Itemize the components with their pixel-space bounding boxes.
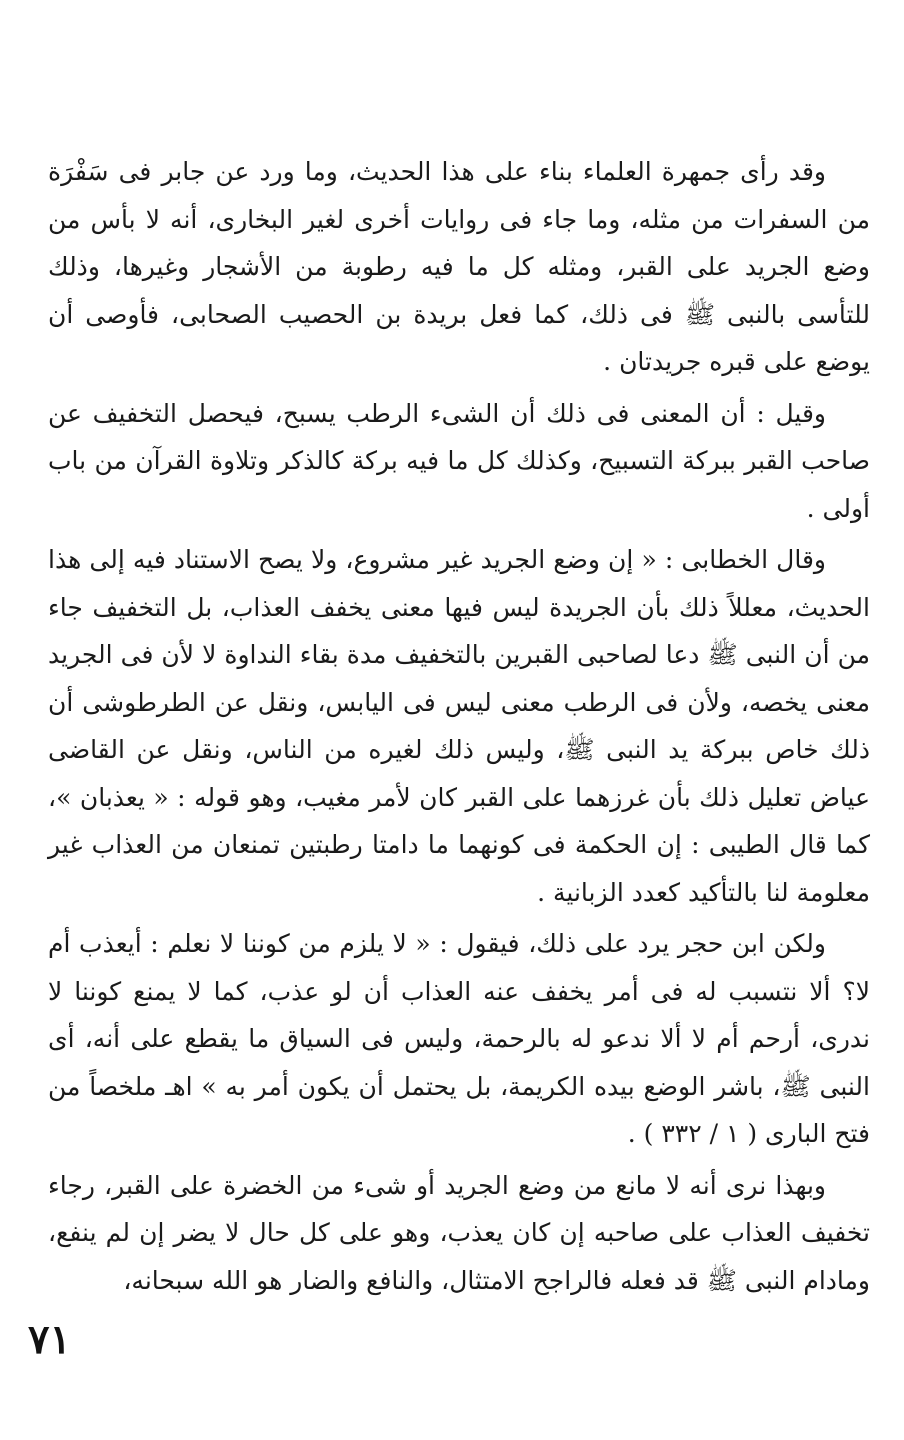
paragraph: وبهذا نرى أنه لا مانع من وضع الجريد أو شىء من الخضرة على القبر، رجاء تخفيف العذاب على صاحبه إن كان يعذب، وهو على كل حال لا يضر إن لم ينفع، ومادام النبى ﷺ قد فعله فالراجح الامتثال، والنافع والضار هو الله سبحانه، <box>48 1170 870 1295</box>
paragraph: ولكن ابن حجر يرد على ذلك، فيقول : « لا يلزم من كوننا لا نعلم : أيعذب أم لا؟ ألا نتسبب له فى أمر يخفف عنه العذاب أن لو عذب، كما لا يمنع كوننا لا ندرى، أرحم أم لا ألا ندعو له بالرحمة، وليس فى السياق ما يقطع على أنه، أى النبى ﷺ، باشر الوضع بيده الكريمة، بل يحتمل أن يكون أمر به » اهـ ملخصاً من فتح البارى ( ١ / ٣٣٢ ) . <box>48 929 870 1148</box>
page-body <box>48 148 870 1308</box>
paragraph: وقال الخطابى : « إن وضع الجريد غير مشروع، ولا يصح الاستناد فيه إلى هذا الحديث، معللاً ذلك بأن الجريدة ليس فيها معنى يخفف العذاب، بل التخفيف جاء من أن النبى ﷺ دعا لصاحبى القبرين بالتخفيف مدة بقاء النداوة لا لأن فى الجريد معنى يخصه، ولأن فى الرطب معنى ليس فى اليابس، ونقل عن الطرطوشى أن ذلك خاص ببركة يد النبى ﷺ، وليس ذلك لغيره من الناس، ونقل عن القاضى عياض تعليل ذلك بأن غرزهما على القبر كان لأمر مغيب، وهو قوله : « يعذبان »، كما قال الطيبى : إن الحكمة فى كونهما ما دامتا رطبتين تمنعان من العذاب غير معلومة لنا بالتأكيد كعدد الزبانية . <box>48 545 870 907</box>
paragraph: وقيل : أن المعنى فى ذلك أن الشىء الرطب يسبح، فيحصل التخفيف عن صاحب القبر ببركة التسبيح، وكذلك كل ما فيه بركة كالذكر وتلاوة القرآن من باب أولى . <box>48 398 870 523</box>
paragraph: وقد رأى جمهرة العلماء بناء على هذا الحديث، وما ورد عن جابر فى سَفْرَة من السفرات من مثله، وما جاء فى روايات أخرى لغير البخارى، أنه لا بأس من وضع الجريد على القبر، ومثله كل ما فيه رطوبة من الأشجار وغيرها، وذلك للتأسى بالنبى ﷺ فى ذلك، كما فعل بريدة بن الحصيب الصحابى، فأوصى أن يوضع على قبره جريدتان . <box>48 157 870 376</box>
page-number: ٧١ <box>28 1316 71 1363</box>
